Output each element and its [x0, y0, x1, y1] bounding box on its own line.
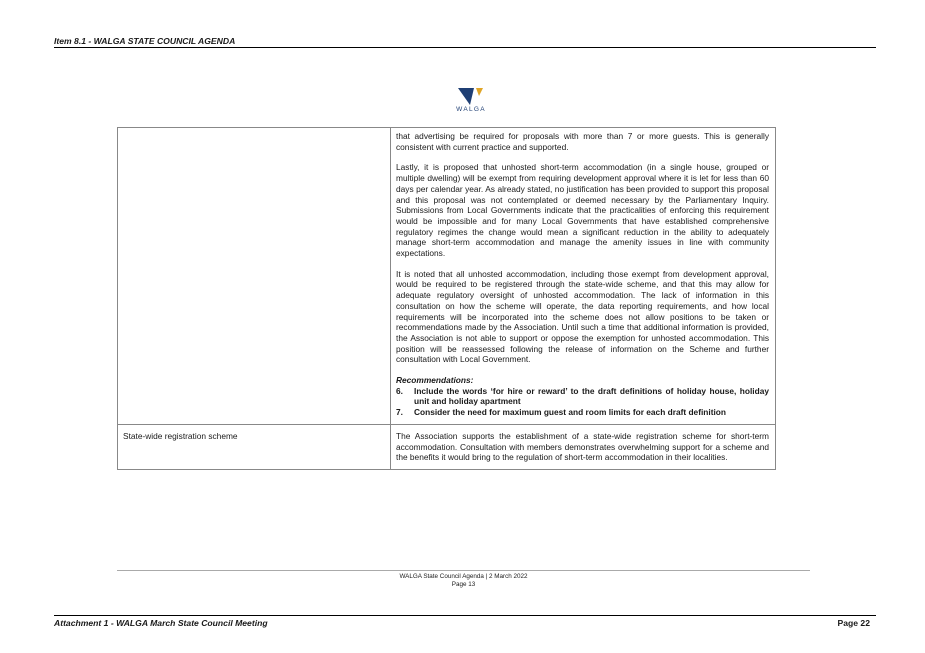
footer-line-1: WALGA State Council Agenda | 2 March 2022: [399, 573, 528, 580]
walga-logo-icon: [458, 88, 484, 105]
paragraph: that advertising be required for proposals with more than 7 or more guests. This is generally consistent with current practice and supported.: [396, 131, 769, 152]
header-rule: [54, 47, 876, 48]
attachment-label: Attachment 1 - WALGA March State Council Meeting: [54, 618, 268, 628]
content-table: [117, 127, 776, 470]
recommendation-text: Include the words ‘for hire or reward’ to the draft definitions of holiday house, holiday unit and holiday apartment: [414, 385, 769, 407]
row2-right-cell: The Association supports the establishment of a state-wide registration scheme for short-term accommodation. Consultation with members demonstrates overwhelming support for a scheme and the benefits it would bring to the regulation of short-term accommodation in their localities.: [391, 424, 776, 469]
bottom-rule: [54, 615, 876, 616]
footer-line-2: Page 13: [451, 581, 476, 588]
paragraph: It is noted that all unhosted accommodation, including those exempt from development approval, would be required to be registered through the state-wide scheme, and that this may allow for adequate regulatory oversight of unhosted accommodation. The lack of information in this consultation on how the scheme will operate, the data reporting requirements, and how local requirements will be incorporated into the scheme does not allow positions to be taken or recommendations made by the Association. Until such a time that additional information is provided, the Association is not able to support or oppose the exemption for unhosted accommodation. This position will be reassessed following the release of information on the Scheme and further consultation with Local Government.: [396, 268, 769, 365]
recommendations-title: Recommendations:: [396, 375, 474, 386]
row1-left-cell: [118, 128, 391, 425]
page-header: Item 8.1 - WALGA STATE COUNCIL AGENDA: [54, 36, 236, 46]
table-row: [118, 128, 776, 425]
table-row: [118, 424, 776, 469]
recommendation-text: Consider the need for maximum guest and room limits for each draft definition: [414, 407, 727, 418]
page-number: Page 22: [837, 618, 870, 628]
row1-right-cell: [391, 128, 776, 425]
paragraph: Lastly, it is proposed that unhosted short-term accommodation (in a single house, grouped or multiple dwelling) will be exempt from requiring development approval where it is let for less than 60 days per calendar year. As already stated, no justification has been provided to support this proposal and this proposal was not contemplated or deemed necessary by the Parliamentary Inquiry. Submissions from Local Governments indicate that the practicalities of enforcing this requirement would be impossible and for many Local Governments that have established comprehensive regulatory regimes the change would mean a significant reduction in the ability to adequately manage short-term accommodation and manage the amenity issues in line with community expectations.: [396, 162, 769, 259]
recommendation-item: [396, 407, 769, 418]
recommendation-number: 6.: [396, 385, 403, 396]
footer: [117, 573, 810, 589]
recommendation-item: [396, 386, 769, 407]
logo-text: WALGA: [456, 106, 486, 113]
row2-left-cell: State-wide registration scheme: [118, 424, 391, 469]
recommendation-number: 7.: [396, 407, 403, 418]
footer-rule: [117, 570, 810, 571]
walga-logo: [453, 88, 489, 113]
